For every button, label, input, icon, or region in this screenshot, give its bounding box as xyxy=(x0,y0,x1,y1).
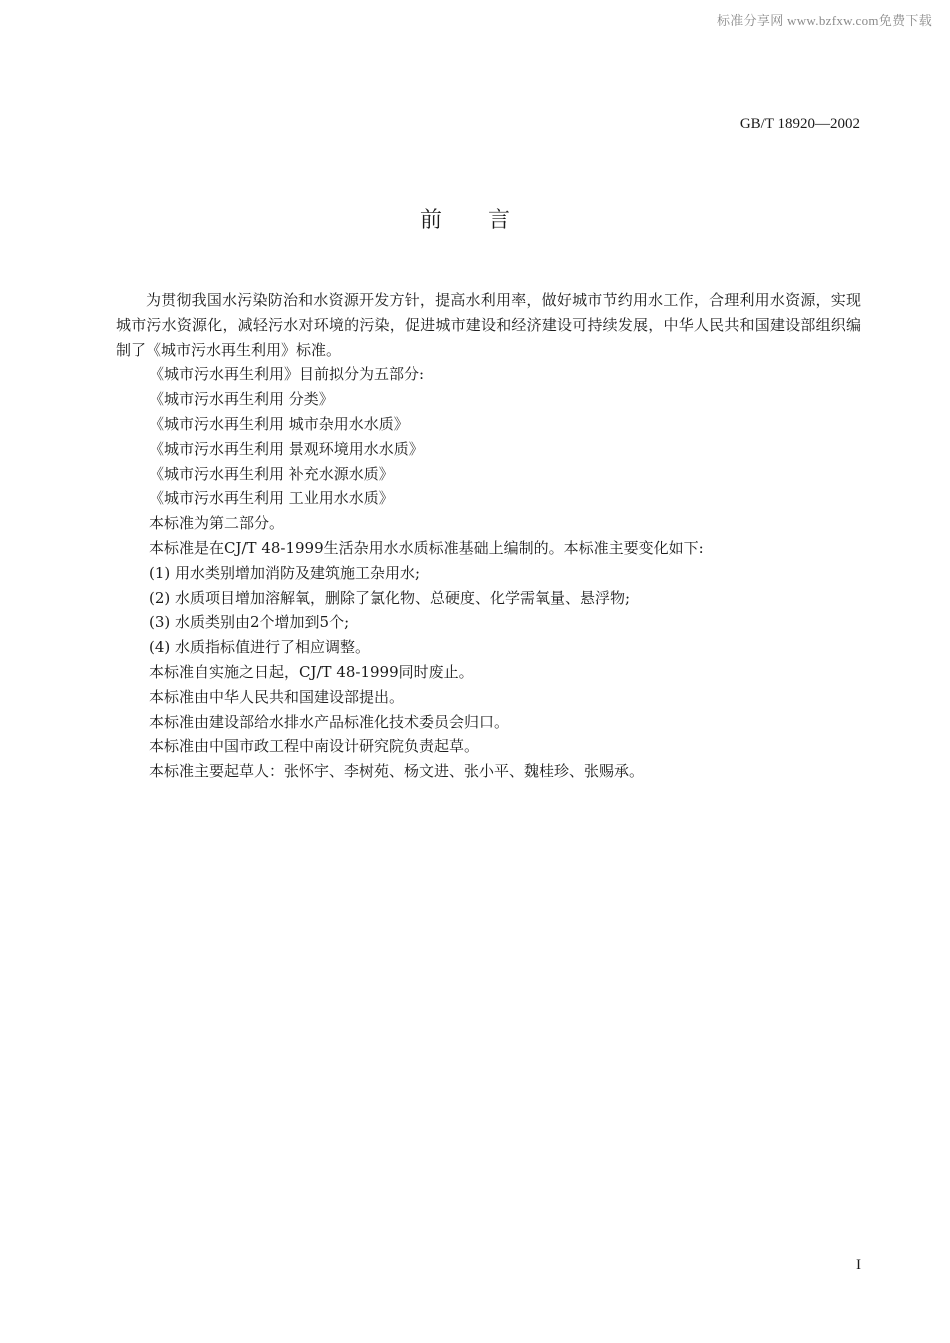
intro-paragraph: 为贯彻我国水污染防治和水资源开发方针，提高水利用率，做好城市节约用水工作，合理利用水资源，实现城市污水资源化，减轻污水对环境的污染，促进城市建设和经济建设可持续发展，中华人民共和国建设部组织编制了《城市污水再生利用》标准。 xyxy=(116,291,861,359)
text-line: 《城市污水再生利用 工业用水水质》 xyxy=(149,489,394,508)
text-line: 《城市污水再生利用 城市杂用水水质》 xyxy=(149,414,409,433)
text-line: 本标准是在CJ/T 48-1999生活杂用水水质标准基础上编制的。本标准主要变化如下: xyxy=(149,538,704,557)
standard-code: GB/T 18920—2002 xyxy=(739,116,860,132)
watermark-text: 标准分享网 www.bzfxw.com免费下载 xyxy=(717,13,932,28)
text-line: 本标准由建设部给水排水产品标准化技术委员会归口。 xyxy=(149,712,510,731)
text-line: 《城市污水再生利用 景观环境用水水质》 xyxy=(149,439,424,458)
list-item: (2) 水质项目增加溶解氧，删除了氯化物、总硬度、化学需氧量、悬浮物; xyxy=(149,588,631,607)
page-number: I xyxy=(856,1257,861,1273)
text-line: 《城市污水再生利用 分类》 xyxy=(149,390,334,409)
list-item: (1) 用水类别增加消防及建筑施工杂用水; xyxy=(149,563,421,582)
foreword-body xyxy=(116,288,861,784)
text-line: 本标准由中华人民共和国建设部提出。 xyxy=(149,687,405,706)
page-title: 前言 xyxy=(419,208,556,233)
text-line: 本标准为第二部分。 xyxy=(149,514,285,533)
text-line: 本标准主要起草人：张怀宇、李树苑、杨文进、张小平、魏桂珍、张赐承。 xyxy=(149,762,645,781)
text-line: 《城市污水再生利用》目前拟分为五部分: xyxy=(149,365,425,384)
text-line: 《城市污水再生利用 补充水源水质》 xyxy=(149,464,394,483)
list-item: (3) 水质类别由2个增加到5个; xyxy=(149,613,350,632)
text-line: 本标准由中国市政工程中南设计研究院负责起草。 xyxy=(149,737,480,756)
list-item: (4) 水质指标值进行了相应调整。 xyxy=(149,638,371,657)
text-line: 本标准自实施之日起，CJ/T 48-1999同时废止。 xyxy=(149,662,474,681)
